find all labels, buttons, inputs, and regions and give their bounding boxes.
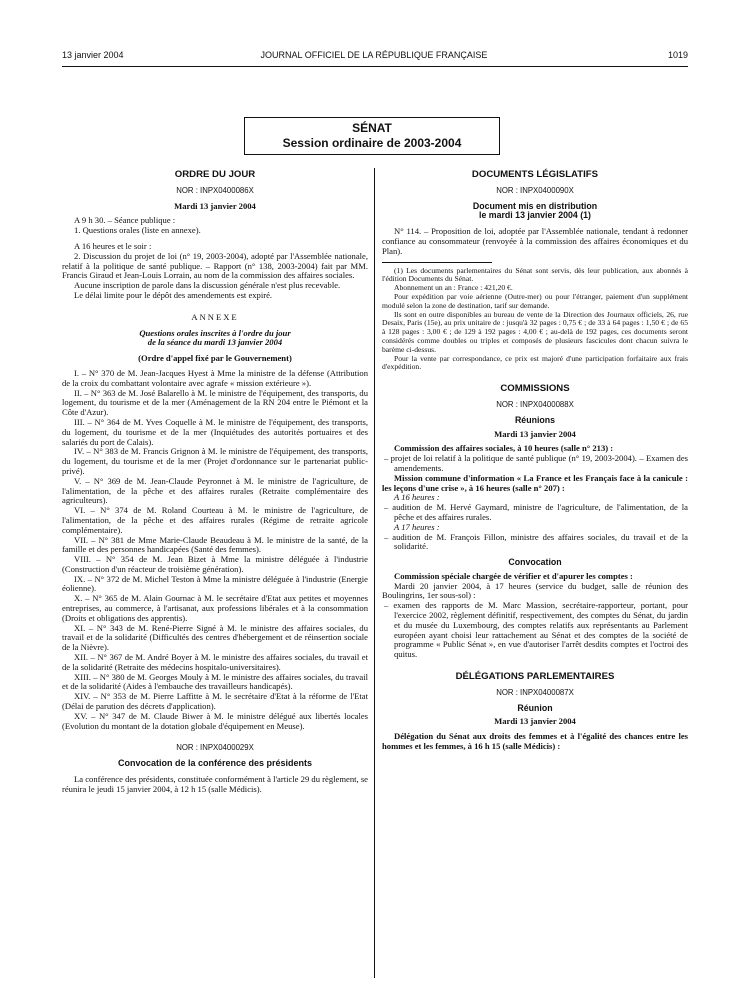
a-16-heures: A 16 heures : <box>394 492 440 503</box>
footnote-correspondance: Pour la vente par correspondance, ce prix est majoré d'une participation forfaitaire aux frais d'expédition. <box>382 353 688 372</box>
left-column <box>62 170 368 795</box>
annexe-heading: ANNEXE <box>191 311 239 322</box>
nor-commissions: NOR : INPX0400088X <box>496 399 574 409</box>
question-item: IX. – N° 372 de M. Michel Teston à Mme la ministre déléguée à l'industrie (Energie éolienne). <box>62 573 368 594</box>
header-rule <box>62 66 688 67</box>
question-item: XII. – N° 367 de M. André Boyer à M. le ministre des affaires sociales, du travail et de la solidarité (Retraite des médecins hospitalo-universitaires). <box>62 652 368 672</box>
footnote-abonnement: Abonnement un an : France : 421,20 €. <box>394 283 513 293</box>
question-item: XI. – N° 343 de M. René-Pierre Signé à M. le ministre des affaires sociales, du travail et de la solidarité (Difficultés des centres d'hébergement et de réinsertion sociale de la Nièvre). <box>62 622 368 653</box>
soir-line: A 16 heures et le soir : <box>74 240 152 251</box>
questions-orales-title-line1: Questions orales inscrites à l'ordre du jour <box>139 327 291 338</box>
date-mardi-13: Mardi 13 janvier 2004 <box>174 200 256 211</box>
questions-list <box>62 369 368 731</box>
column-separator <box>374 168 375 978</box>
commission-speciale-date: Mardi 20 janvier 2004, à 17 heures (service du budget, salle de réunion des Boulingrins, 1er sous-sol) : <box>382 580 688 601</box>
conference-presidents-heading: Convocation de la conférence des présidents <box>117 758 313 769</box>
ordre-appel-subtitle: (Ordre d'appel fixé par le Gouvernement) <box>138 353 292 364</box>
documents-legislatifs-heading: DOCUMENTS LÉGISLATIFS <box>471 169 599 180</box>
a-17-heures: A 17 heures : <box>394 521 440 532</box>
examen-rapports-item: – examen des rapports de M. Marc Massion, secrétaire-rapporteur, portant, pour l'exercice 2002, règlement définitif, respectivement, des comptes du Sénat, du jardin et du musée du Luxembourg, des comptes relatifs aux représentants au Parlement européen ayant choisi leur rattachement au Sénat et des comptes de la société de programme « Public Sénat », en vue d'autoriser l'arrêt desdits comptes et l'octroi des quitus. <box>384 600 688 660</box>
footnote-rule <box>382 262 492 263</box>
question-item: VII. – N° 381 de Mme Marie-Claude Beaudeau à M. le ministre de la santé, de la famille et des personnes handicapées (Santé des femmes). <box>62 534 368 555</box>
seance-publique-line: A 9 h 30. – Séance publique : <box>74 215 176 226</box>
question-item: II. – N° 363 de M. José Balarello à M. le ministre de l'équipement, des transports, du logement, du tourisme et de la mer (Aménagement de la RN 204 entre le Piémont et la Côte d'Azur). <box>62 387 368 418</box>
projet-loi-sante-item: – projet de loi relatif à la politique de santé publique (n° 19, 2003-2004). – Examen des amendements. <box>384 453 688 473</box>
distribution-title-line2: le mardi 13 janvier 2004 (1) <box>479 210 591 221</box>
reunions-heading: Réunions <box>514 414 556 425</box>
question-item: VIII. – N° 354 de M. Jean Bizet à Mme la ministre déléguée à l'industrie (Construction d'un réacteur de troisième génération). <box>62 554 368 574</box>
session-subtitle: Session ordinaire de 2003-2004 <box>282 136 462 150</box>
question-item: X. – N° 365 de M. Alain Gournac à M. le secrétaire d'Etat aux petites et moyennes entreprises, au commerce, à l'artisanat, aux professions libérales et à la consommation (Droits et obligations des apprentis). <box>62 593 368 623</box>
question-item: III. – N° 364 de M. Yves Coquelle à M. le ministre de l'équipement, des transports, du logement, du tourisme et de la mer (Inquiétudes des autorités portuaires et des salariés du port de Calais). <box>62 416 368 447</box>
questions-orales-line: 1. Questions orales (liste en annexe). <box>74 225 201 236</box>
nor-documents: NOR : INPX0400090X <box>496 185 574 195</box>
discussion-projet-loi: 2. Discussion du projet de loi (n° 19, 2003-2004), adopté par l'Assemblée nationale, relatif à la politique de santé publique. – Rapport (n° 138, 2003-2004) fait par MM. Francis Giraud et Jean-Louis Lorrain, au nom de la commission des affaires sociales. <box>62 250 368 281</box>
question-item: XIV. – N° 353 de M. Pierre Laffitte à M. le secrétaire d'Etat à la réforme de l'Etat (Délai de parution des décrets d'application). <box>62 691 368 712</box>
commission-affaires-sociales: Commission des affaires sociales, à 10 heures (salle n° 213) : <box>394 443 614 454</box>
inscription-parole: Aucune inscription de parole dans la discussion générale n'est plus recevable. <box>74 280 341 291</box>
question-item: XIII. – N° 380 de M. Georges Mouly à M. le ministre des affaires sociales, du travail et de la solidarité (Aides à l'embauche des travailleurs handicapés). <box>62 671 368 692</box>
nor-ordre: NOR : INPX0400086X <box>176 185 254 195</box>
question-item: V. – N° 369 de M. Jean-Claude Peyronnet à M. le ministre de l'agriculture, de l'alimentation, de la pêche et des affaires rurales (Retraite complémentaire des agriculteurs). <box>62 475 368 506</box>
footnote-vente: Ils sont en outre disponibles au bureau de vente de la Direction des Journaux officiels, 26, rue Desaix, Paris (15e), au prix unitaire de : jusqu'à 32 pages : 0,75 € ; de 33 à 64 pages : 1,50 € ; de 65 à 128 pages : 3,00 € ; de 129 à 192 pages : 4,00 € ; au-delà de 192 pages, ces documents seront considérés comme doubles ou triples et composés de plusieurs fascicules dont chacun suivra le barème ci-dessus. <box>382 309 688 354</box>
distribution-title-line1: Document mis en distribution <box>472 200 598 211</box>
question-item: VI. – N° 374 de M. Roland Courteau à M. le ministre de l'agriculture, de l'alimentation, de la pêche et des affaires rurales (Régime de retraite agricole complémentaire). <box>62 505 368 535</box>
footnote-expedition: Pour expédition par voie aérienne (Outre-mer) ou pour l'étranger, paiement d'un supplément modulé selon la zone de destination, tarif sur demande. <box>382 291 688 310</box>
question-item: IV. – N° 383 de M. Francis Grignon à M. le ministre de l'équipement, des transports, du logement, du tourisme et de la mer (Projet d'ordonnance sur le partenariat public-privé). <box>62 446 368 476</box>
question-item: I. – N° 370 de M. Jean-Jacques Hyest à Mme la ministre de la défense (Attribution de la croix du combattant volontaire avec agrafe « mission extérieure »). <box>62 367 368 388</box>
delai-amendements: Le délai limite pour le dépôt des amendements est expiré. <box>74 289 273 300</box>
delegation-droits-femmes: Délégation du Sénat aux droits des femmes et à l'égalité des chances entre les hommes et les femmes, à 16 h 15 (salle Médicis) : <box>382 731 688 752</box>
question-item: XV. – N° 347 de M. Claude Biwer à M. le ministre délégué aux libertés locales (Evolution du montant de la dotation globale d'équipement en Meuse). <box>62 710 368 731</box>
header-date: 13 janvier 2004 <box>62 50 124 60</box>
questions-orales-title-line2: de la séance du mardi 13 janvier 2004 <box>147 337 283 348</box>
senat-title: SÉNAT <box>352 121 392 135</box>
audition-fillon: – audition de M. François Fillon, ministre des affaires sociales, du travail et de la solidarité. <box>384 531 688 552</box>
date-mardi-13-commissions: Mardi 13 janvier 2004 <box>494 428 576 439</box>
delegations-heading: DÉLÉGATIONS PARLEMENTAIRES <box>455 671 615 683</box>
audition-gaymard: – audition de M. Hervé Gaymard, ministre de l'agriculture, de l'alimentation, de la pêche et des affaires rurales. <box>384 502 688 522</box>
senat-title-box <box>244 117 500 155</box>
mission-canicule: Mission commune d'information « La France et les Français face à la canicule : les leçons d'une crise », à 16 heures (salle n° 207) : <box>382 472 688 493</box>
document-114: N° 114. – Proposition de loi, adoptée par l'Assemblée nationale, tendant à redonner confiance au consommateur (renvoyée à la commission des affaires économiques et du Plan). <box>382 226 688 256</box>
commission-speciale: Commission spéciale chargée de vérifier et d'apurer les comptes : <box>394 570 633 581</box>
convocation-heading: Convocation <box>508 557 562 568</box>
right-column <box>382 170 688 752</box>
header-journal-title: JOURNAL OFFICIEL DE LA RÉPUBLIQUE FRANÇAISE <box>260 50 488 60</box>
footnote-1: (1) Les documents parlementaires du Sénat sont servis, dès leur publication, aux abonnés à l'édition Documents du Sénat. <box>382 265 688 284</box>
ordre-du-jour-heading: ORDRE DU JOUR <box>174 169 256 180</box>
conference-presidents-text: La conférence des présidents, constituée conformément à l'article 29 du règlement, se réunira le jeudi 15 janvier 2004, à 12 h 15 (salle Médicis). <box>62 774 368 794</box>
nor-conference: NOR : INPX0400029X <box>176 743 254 753</box>
header-page-number: 1019 <box>667 50 688 60</box>
commissions-heading: COMMISSIONS <box>500 383 570 395</box>
date-mardi-13-delegation: Mardi 13 janvier 2004 <box>494 716 576 727</box>
reunion-heading: Réunion <box>517 702 553 713</box>
nor-delegations: NOR : INPX0400087X <box>496 687 574 697</box>
